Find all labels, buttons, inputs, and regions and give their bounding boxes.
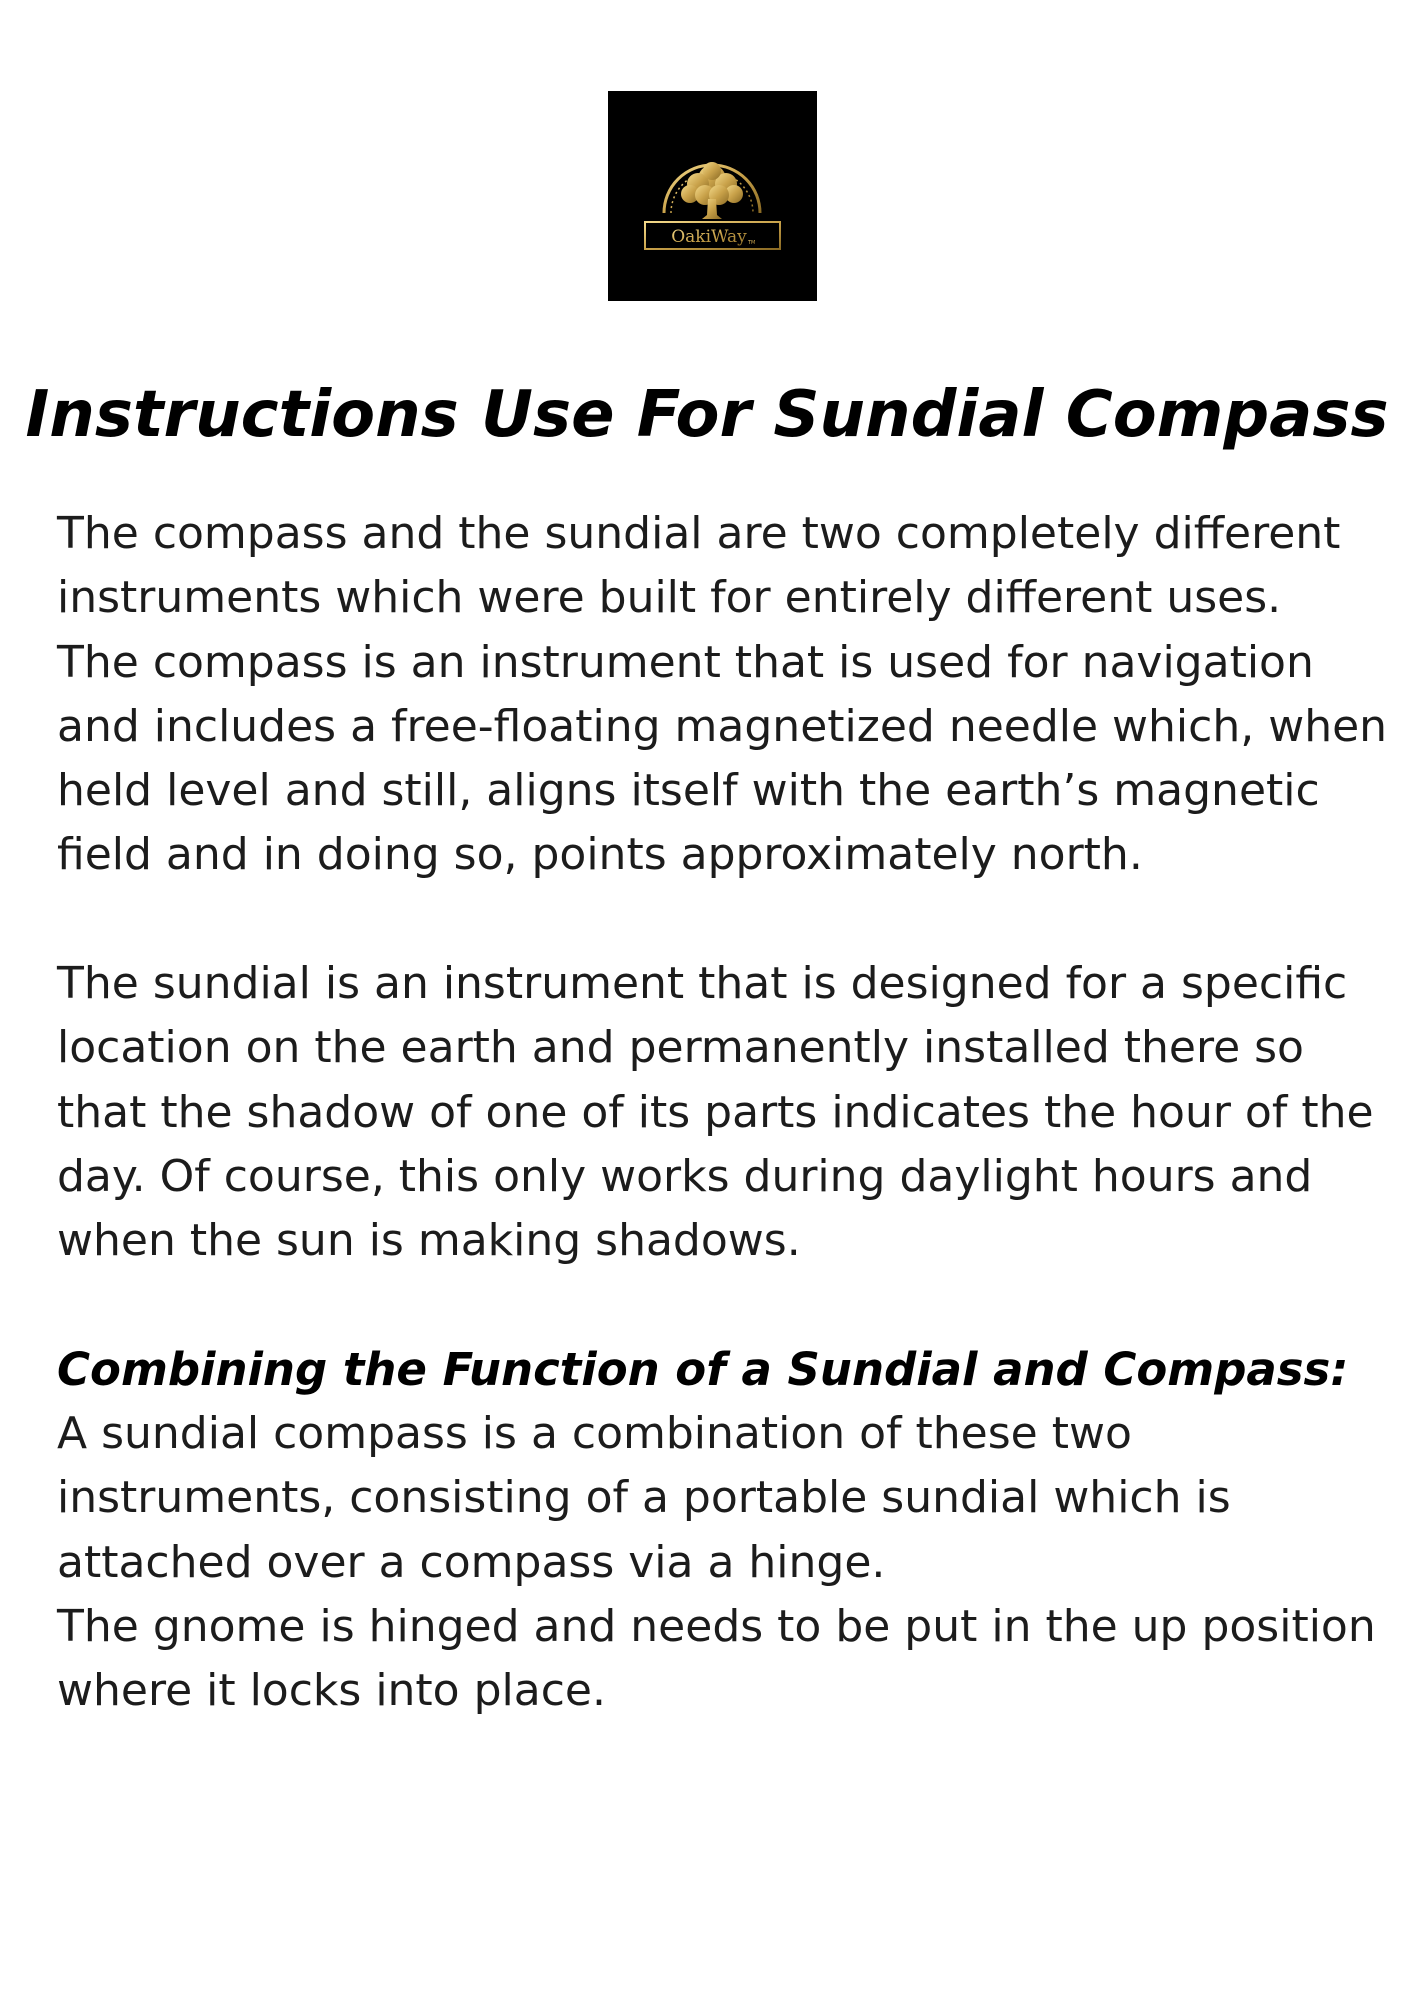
- section-heading: Combining the Function of a Sundial and Compass:: [57, 1342, 1349, 1396]
- logo-brand-text: OakiWay: [671, 227, 747, 247]
- page-title: Instructions Use For Sundial Compass: [25, 378, 1389, 452]
- paragraph-compass-description: The compass is an instrument that is used for navigation and includes a free-floating magnetized needle which, when held level and still, aligns itself with the earth’s magnetic field and in doing so, points approximately north.: [57, 636, 1388, 881]
- paragraph-gnome-instruction: The gnome is hinged and needs to be put in the up position where it locks into place.: [57, 1601, 1376, 1717]
- oak-tree-emblem-icon: [608, 91, 817, 301]
- paragraph-spacer: [57, 888, 1397, 952]
- paragraph-spacer: [57, 1274, 1397, 1338]
- paragraph-sundial-compass-definition: A sundial compass is a combination of these two instruments, consisting of a portable sundial which is attached over a compass via a hinge.: [57, 1408, 1231, 1588]
- paragraph-compass-vs-sundial: The compass and the sundial are two completely different instruments which were built for entirely different uses.: [57, 508, 1341, 624]
- brand-logo: [608, 91, 817, 301]
- logo-trademark: TM: [748, 240, 756, 246]
- document-body: [57, 502, 1397, 1724]
- paragraph-sundial-description: The sundial is an instrument that is designed for a specific location on the earth and permanently installed there so that the shadow of one of its parts indicates the hour of the day. Of course, this only works during daylight hours and when the sun is making shadows.: [57, 958, 1374, 1267]
